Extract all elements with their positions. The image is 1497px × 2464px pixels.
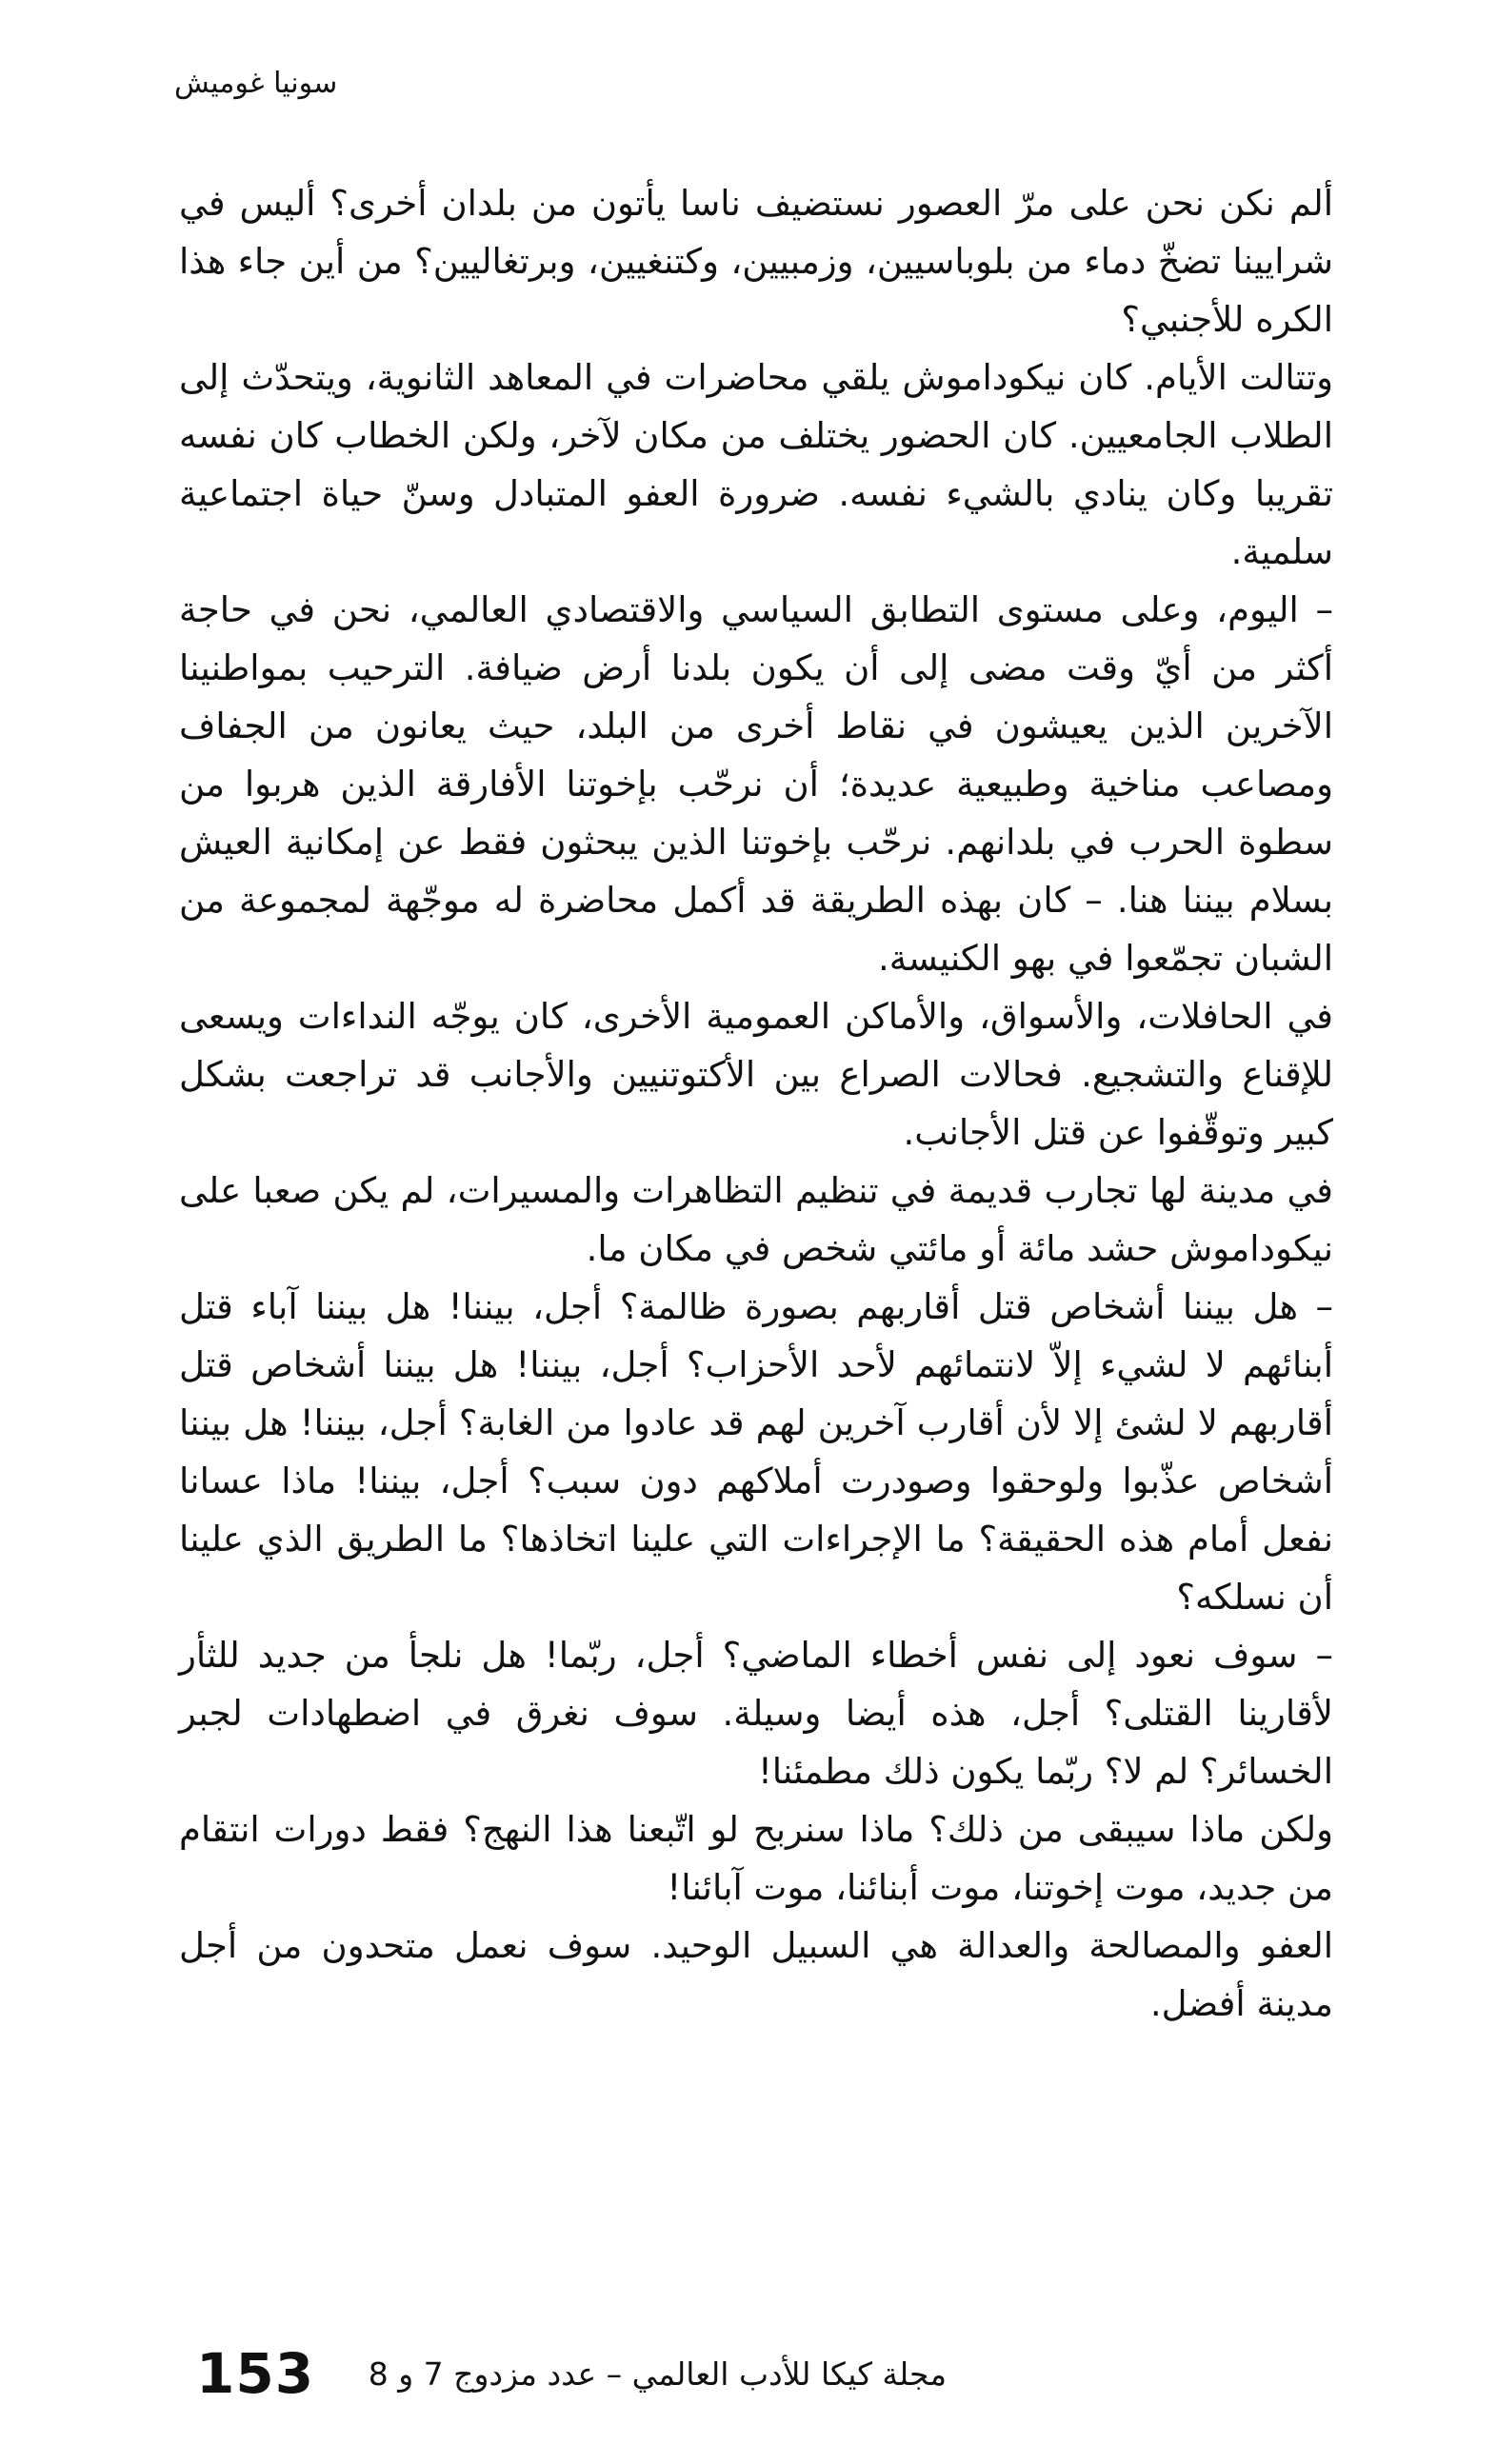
paragraph: – اليوم، وعلى مستوى التطابق السياسي والاقتصادي العالمي، نحن في حاجة أكثر من أيّ وقت مضى إلى أن يكون بلدنا أرض ضيافة. الترحيب بمواطنينا الآخرين الذين يعيشون في نقاط أخرى من البلد، حيث يعانون من الجفاف ومصاعب مناخية وطبيعية عديدة؛ أن نرحّب بإخوتنا الأفارقة الذين هربوا من سطوة الحرب في بلدانهم. نرحّب بإخوتنا الذين يبحثون فقط عن إمكانية العيش بسلام بيننا هنا. – كان بهذه الطريقة قد أكمل محاضرة له موجّهة لمجموعة من الشبان تجمّعوا في بهو الكنيسة.	[179, 589, 1333, 979]
page-number: 153	[196, 2341, 315, 2406]
running-header	[174, 65, 460, 103]
paragraph: – هل بيننا أشخاص قتل أقاربهم بصورة ظالمة؟ أجل، بيننا! هل بيننا آباء قتل أبنائهم لا لشيء إلاّ لانتمائهم لأحد الأحزاب؟ أجل، بيننا! هل بيننا أشخاص قتل أقاربهم لا لشئ إلا لأن أقارب آخرين لهم قد عادوا من الغابة؟ أجل، بيننا! هل بيننا أشخاص عذّبوا ولوحقوا وصودرت أملاكهم دون سبب؟ أجل، بيننا! ماذا عسانا نفعل أمام هذه الحقيقة؟ ما الإجراءات التي علينا اتخاذها؟ ما الطريق الذي علينا أن نسلكه؟	[179, 1286, 1333, 1618]
paragraph: ألم نكن نحن على مرّ العصور نستضيف ناسا يأتون من بلدان أخرى؟ أليس في شرايينا تضخّ دماء من بلوباسيين، وزمبيين، وكتنغيين، وبرتغاليين؟ من أين جاء هذا الكره للأجنبي؟	[179, 183, 1333, 340]
paragraph: وتتالت الأيام. كان نيكوداموش يلقي محاضرات في المعاهد الثانوية، ويتحدّث إلى الطلاب الجامعيين. كان الحضور يختلف من مكان لآخر، ولكن الخطاب كان نفسه تقريبا وكان ينادي بالشيء نفسه. ضرورة العفو المتبادل وسنّ حياة اجتماعية سلمية.	[179, 357, 1333, 572]
paragraph: في مدينة لها تجارب قديمة في تنظيم التظاهرات والمسيرات، لم يكن صعبا على نيكوداموش حشد مائة أو مائتي شخص في مكان ما.	[179, 1170, 1333, 1269]
author-name: سونيا غوميش	[174, 67, 338, 100]
page-footer	[196, 2340, 958, 2416]
paragraph: في الحافلات، والأسواق، والأماكن العمومية الأخرى، كان يوجّه النداءات ويسعى للإقناع والتشجيع. فحالات الصراع بين الأكتوتنيين والأجانب قد تراجعت بشكل كبير وتوقّفوا عن قتل الأجانب.	[179, 996, 1333, 1153]
journal-title: مجلة كيكا للأدب العالمي – عدد مزدوج 7 و 8	[368, 2355, 947, 2393]
paragraph: العفو والمصالحة والعدالة هي السبيل الوحيد. سوف نعمل متحدون من أجل مدينة أفضل.	[179, 1925, 1333, 2024]
paragraph: – سوف نعود إلى نفس أخطاء الماضي؟ أجل، ربّما! هل نلجأ من جديد للثأر لأقارينا القتلى؟ أجل، هذه أيضا وسيلة. سوف نغرق في اضطهادات لجبر الخسائر؟ لم لا؟ ربّما يكون ذلك مطمئنا!	[179, 1635, 1333, 1792]
body-text	[179, 174, 1333, 2033]
paragraph: ولكن ماذا سيبقى من ذلك؟ ماذا سنربح لو اتّبعنا هذا النهج؟ فقط دورات انتقام من جديد، موت إخوتنا، موت أبنائنا، موت آبائنا!	[179, 1809, 1333, 1908]
